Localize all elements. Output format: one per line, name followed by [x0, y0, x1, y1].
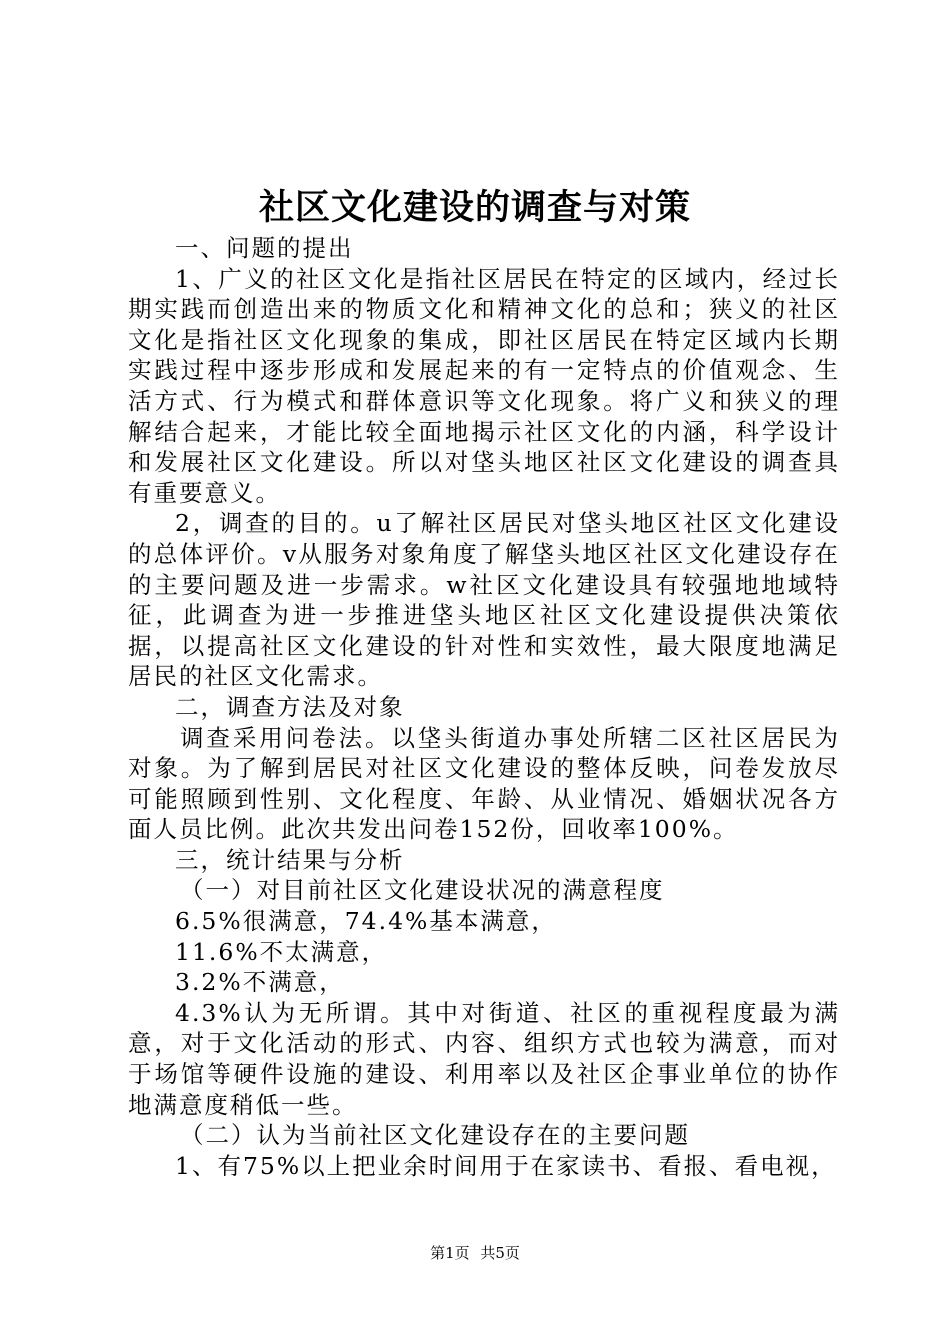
stat-line-1: 6.5%很满意，74.4%基本满意，: [175, 907, 557, 936]
document-title: 社区文化建设的调查与对策: [258, 188, 691, 228]
paragraph-method: 调查采用问卷法。以垡头街道办事处所辖二区社区居民为对象。为了解到居民对社区文化建设的整体反映，问卷发放尽可能照顾到性别、文化程度、年龄、从业情况、婚姻状况各方面人员比例。此次共发出问卷152份，回收率100%。: [128, 723, 840, 844]
subsection-heading-1: （一）对目前社区文化建设状况的满意程度: [180, 876, 665, 905]
stat-line-3: 3.2%不满意，: [175, 968, 345, 997]
stat-line-4: 4.3%认为无所谓。其中对街道、社区的重视程度最为满意，对于文化活动的形式、内容、组织方式也较为满意，而对于场馆等硬件设施的建设、利用率以及社区企事业单位的协作地满意度稍低一些。: [128, 998, 840, 1119]
stat-line-2: 11.6%不太满意，: [175, 937, 388, 966]
paragraph-definition: 1、广义的社区文化是指社区居民在特定的区域内，经过长期实践而创造出来的物质文化和精神文化的总和；狭义的社区文化是指社区文化现象的集成，即社区居民在特定区域内长期实践过程中逐步形成和发展起来的有一定特点的价值观念、生活方式、行为模式和群体意识等文化现象。将广义和狭义的理解结合起来，才能比较全面地揭示社区文化的内涵，科学设计和发展社区文化建设。所以对垡头地区社区文化建设的调查具有重要意义。: [128, 264, 840, 507]
paragraph-purpose: 2，调查的目的。u了解社区居民对垡头地区社区文化建设的总体评价。v从服务对象角度了解垡头地区社区文化建设存在的主要问题及进一步需求。w社区文化建设具有较强地地域特征，此调查为进一步推进垡头地区社区文化建设提供决策依据，以提高社区文化建设的针对性和实效性，最大限度地满足居民的社区文化需求。: [128, 509, 840, 691]
paragraph-problem-1: 1、有75%以上把业余时间用于在家读书、看报、看电视，: [175, 1151, 837, 1180]
page-total: 共5页: [480, 1244, 520, 1262]
section-heading-2: 二，调查方法及对象: [175, 692, 405, 721]
section-heading-3: 三，统计结果与分析: [175, 845, 405, 874]
section-heading-1: 一、问题的提出: [175, 234, 354, 262]
page-number: 第1页: [430, 1244, 470, 1262]
document-body: [128, 233, 840, 1181]
page-footer: [0, 1242, 950, 1264]
subsection-heading-2: （二）认为当前社区文化建设存在的主要问题: [180, 1121, 690, 1150]
